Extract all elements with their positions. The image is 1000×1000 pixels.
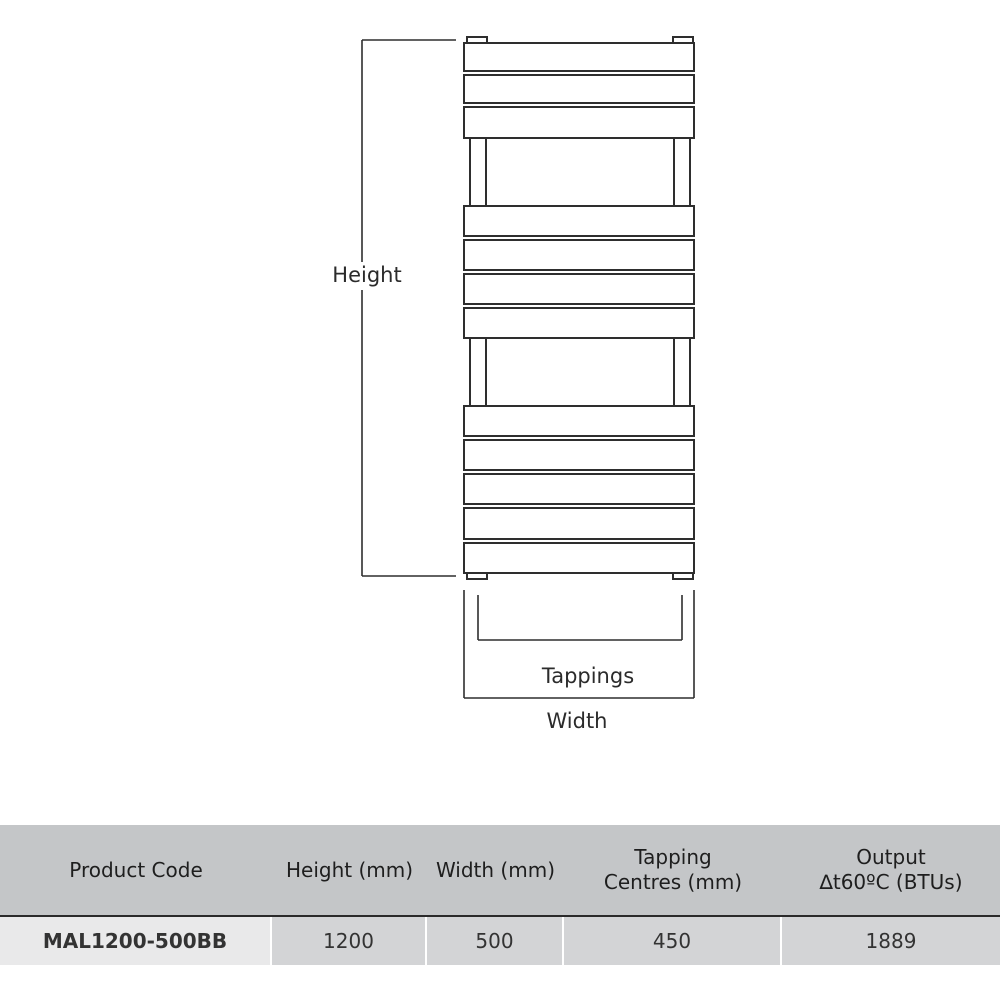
header-tapping-centres xyxy=(564,825,782,915)
radiator-drawing xyxy=(464,37,694,579)
header-output-text: Output ∆t60ºC (BTUs) xyxy=(819,845,963,894)
cell-output: 1889 xyxy=(865,928,917,953)
height-dimension xyxy=(362,40,456,576)
cell-width: 500 xyxy=(427,917,564,965)
header-width xyxy=(427,825,564,915)
table-row xyxy=(0,917,1000,965)
header-height-text: Height (mm) xyxy=(285,857,414,882)
header-tapping-text: Tapping Centres (mm) xyxy=(603,845,743,894)
cell-height: 1200 xyxy=(272,917,427,965)
tappings-dimension xyxy=(478,595,682,640)
header-product-code-text: Product Code xyxy=(69,857,203,882)
table-header-row xyxy=(0,825,1000,917)
spec-table xyxy=(0,825,1000,965)
header-output xyxy=(782,825,1000,915)
header-product-code xyxy=(0,825,272,915)
cell-product-code: MAL1200-500BB xyxy=(0,917,272,965)
tappings-label: Tappings xyxy=(541,664,635,688)
header-width-text: Width (mm) xyxy=(435,857,556,882)
height-label: Height xyxy=(332,263,402,287)
cell-tapping-centres: 450 xyxy=(564,917,782,965)
width-label: Width xyxy=(546,709,608,733)
header-height xyxy=(272,825,427,915)
